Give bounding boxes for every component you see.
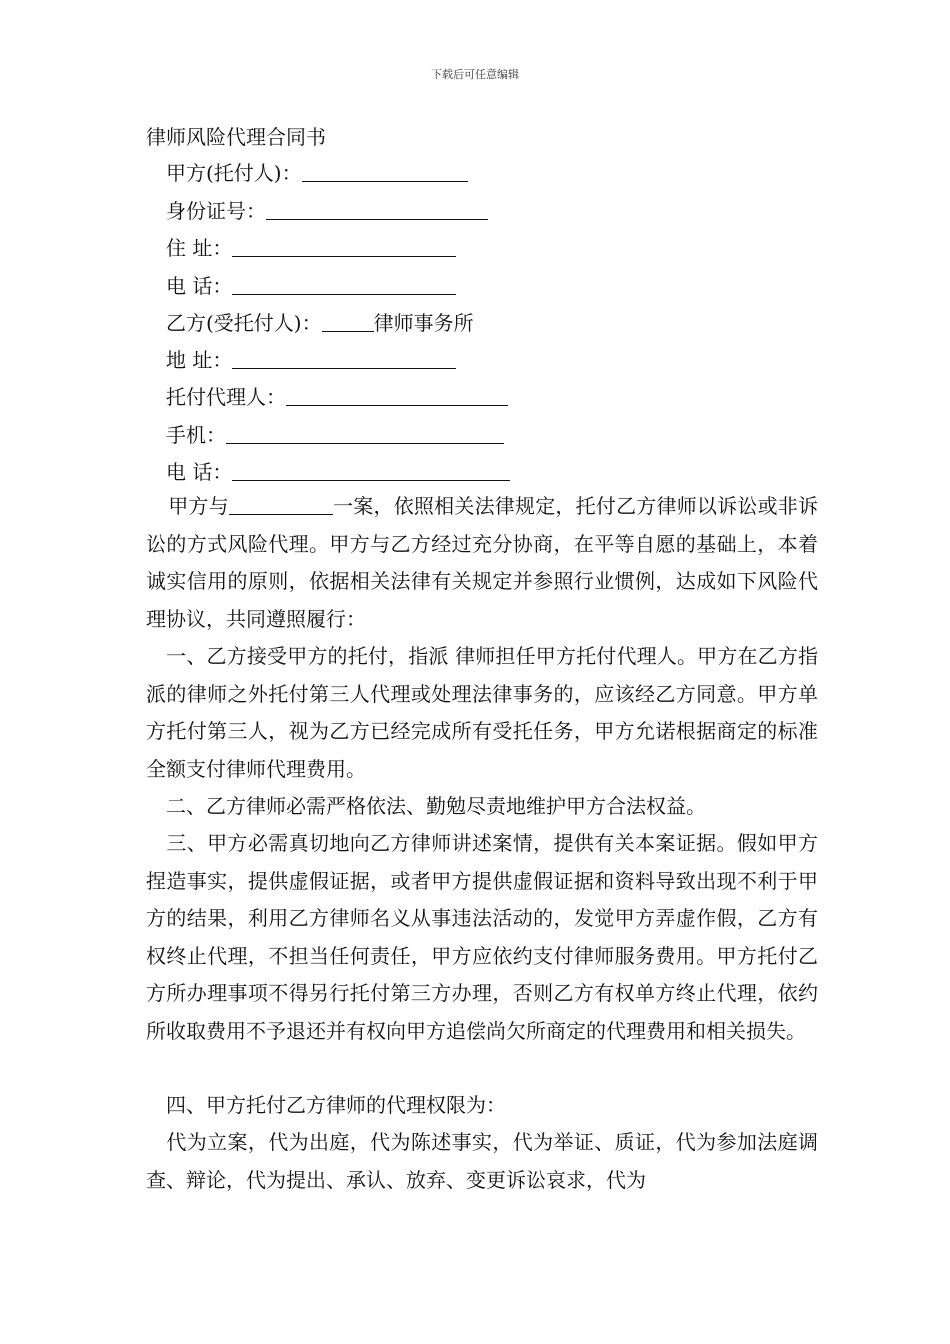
- blank-line: [322, 311, 374, 332]
- intro-paragraph: [146, 488, 818, 638]
- field-suffix: 律师事务所: [373, 311, 474, 335]
- clause-1: [146, 638, 818, 788]
- field-label: 甲方(托付人)：: [166, 161, 302, 185]
- blank-line: [286, 385, 508, 406]
- field-label: 手机：: [166, 423, 226, 447]
- clause-text: 四、甲方托付乙方律师的代理权限为：: [166, 1093, 506, 1117]
- field-label: 托付代理人：: [166, 385, 286, 409]
- clause-3: [146, 825, 818, 1050]
- field-agent-firm: [166, 309, 474, 337]
- field-label: 乙方(受托付人)：: [166, 311, 322, 335]
- clause-text: 三、甲方必需真切地向乙方律师讲述案情，提供有关本案证据。假如甲方捏造事实，提供虚假证据，或者甲方提供虚假证据和资料导致出现不利于甲方的结果，利用乙方律师名义从事违法活动的，发觉甲方弄虚作假，乙方有权终止代理，不担当任何责任，甲方应依约支付律师服务费用。甲方托付乙方所办理事项不得另行托付第三方办理，否则乙方有权单方终止代理，依约所收取费用不予退还并有权向甲方追偿尚欠所商定的代理费用和相关损失。: [146, 831, 818, 1043]
- field-label: 身份证号：: [166, 199, 266, 223]
- field-label: 住 址：: [166, 236, 233, 260]
- clause-2: [146, 788, 818, 826]
- clause-text: 一、乙方接受甲方的托付，指派 律师担任甲方托付代理人。甲方在乙方指派的律师之外托付第三人代理或处理法律事务的，应该经乙方同意。甲方单方托付第三人，视为乙方已经完成所有受托任务，甲方允诺根据商定的标准全额支付律师代理费用。: [146, 644, 818, 781]
- document-title: 律师风险代理合同书: [146, 125, 326, 149]
- clause-4: [146, 1087, 818, 1125]
- field-principal: [166, 159, 468, 187]
- intro-text-1: 甲方与: [168, 494, 229, 518]
- field-phone: [166, 272, 456, 300]
- blank-line: [232, 236, 456, 257]
- field-attorney: [166, 383, 508, 411]
- blank-line: [232, 348, 456, 369]
- blank-line: [232, 274, 456, 295]
- field-phone-2: [166, 458, 510, 486]
- blank-line: [229, 494, 333, 515]
- field-firm-address: [166, 346, 456, 374]
- intro-text-2: 一案，依照相关法律规定，托付乙方律师以诉讼或非诉讼的方式风险代理。甲方与乙方经过充分协商，在平等自愿的基础上，本着诚实信用的原则，依据相关法律有关规定并参照行业惯例，达成如下风险代理协议，共同遵照履行：: [146, 494, 819, 631]
- blank-line: [226, 423, 504, 444]
- clause-text: 二、乙方律师必需严格依法、勤勉尽责地维护甲方合法权益。: [166, 794, 706, 818]
- page-header: 下载后可任意编辑: [431, 68, 519, 81]
- blank-line: [302, 161, 468, 182]
- clause-text: 代为立案，代为出庭，代为陈述事实，代为举证、质证，代为参加法庭调查、辩论，代为提出、承认、放弃、变更诉讼哀求，代为: [146, 1130, 818, 1192]
- clause-4-detail: [146, 1124, 818, 1199]
- field-label: 电 话：: [166, 460, 233, 484]
- blank-line: [232, 460, 510, 481]
- field-address: [166, 234, 456, 262]
- field-label: 地 址：: [166, 348, 233, 372]
- field-id-number: [166, 197, 488, 225]
- field-mobile: [166, 421, 504, 449]
- field-label: 电 话：: [166, 274, 233, 298]
- blank-line: [266, 199, 488, 220]
